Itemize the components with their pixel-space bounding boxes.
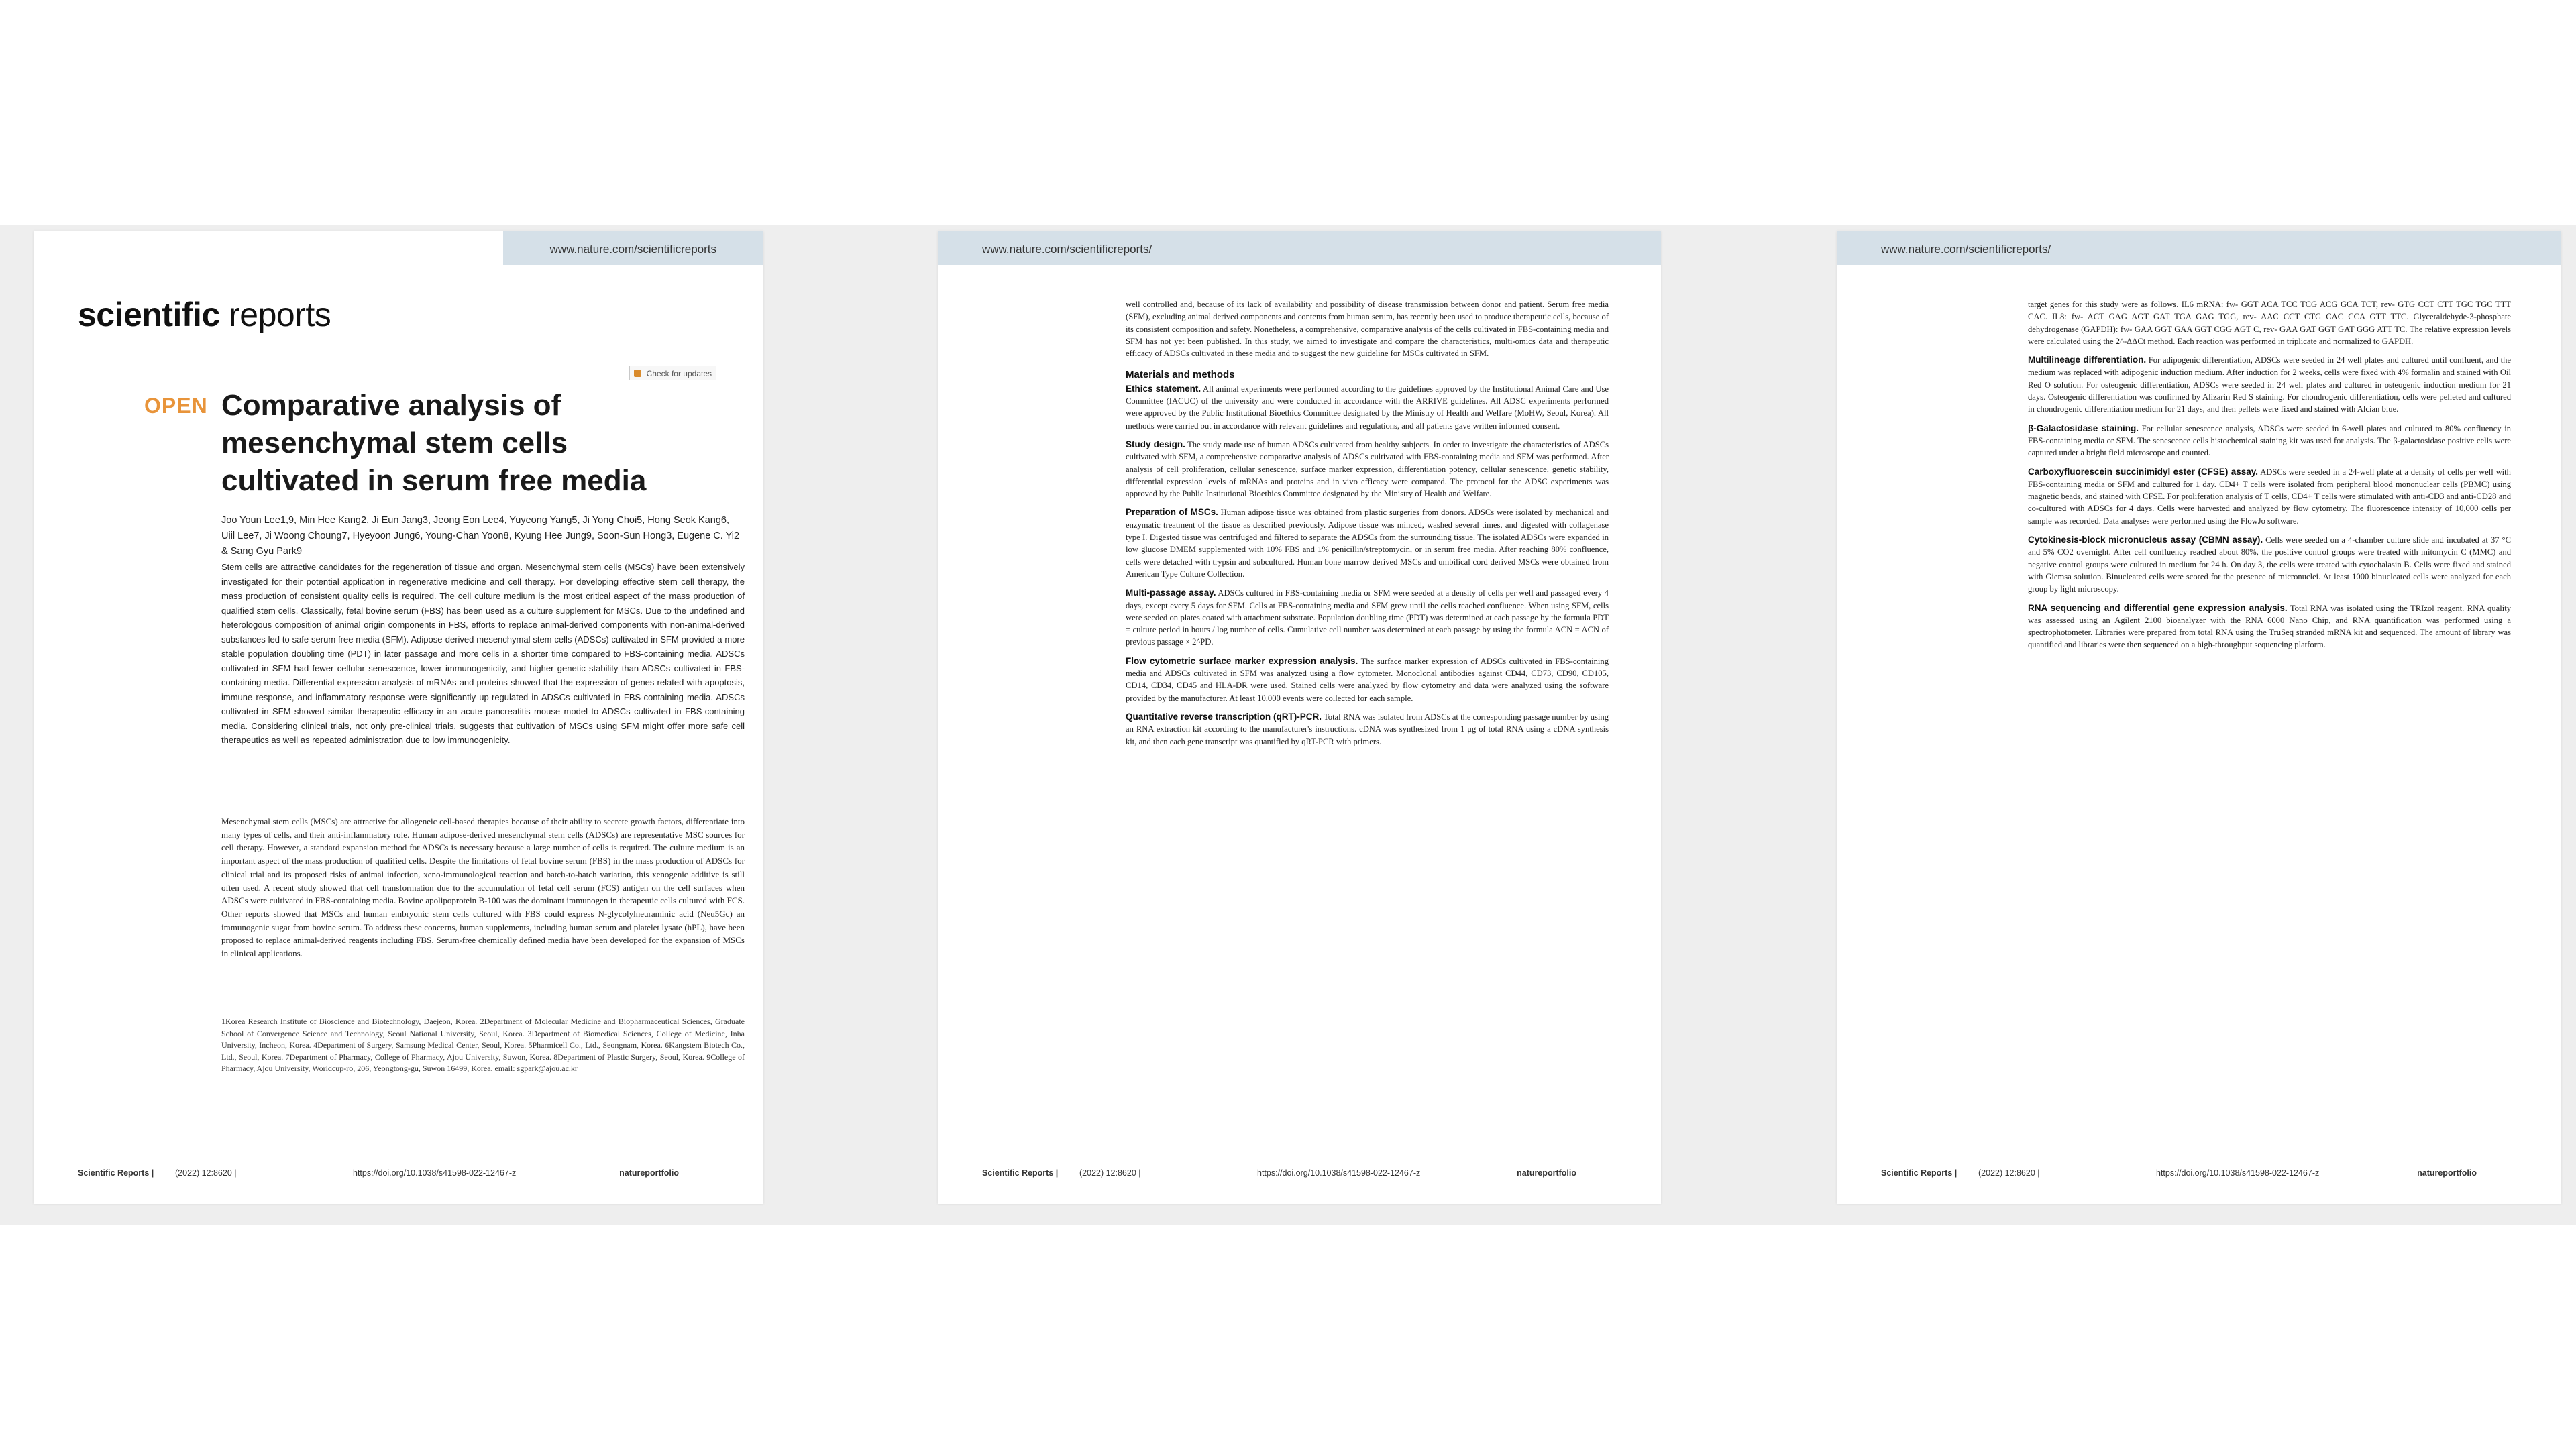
page-footer: [78, 1168, 719, 1182]
section-study-design: [1126, 439, 1609, 500]
header-url: www.nature.com/scientificreports: [549, 243, 716, 256]
footer-article-number: (2022) 12:8620 |: [1079, 1168, 1141, 1178]
primer-list: target genes for this study were as follows. IL6 mRNA: fw- GGT ACA TCC TCG ACG GCA TCT, rev- GTG CCT CTT TGC TGC TTT CAC. IL8: fw- ACT GAG AGT GAT TGA GAG TGG, rev- AAC CCT CTG CAC CCA GTT TTC. Glyceraldehyde-3-phosphate dehydrogenase (GAPDH): fw- GAA GGT GAA GGT CGG AGT C, rev- GAA GAT GGT GAT GGG ATT TC. The relative expression levels were calculated using the 2^-ΔΔCt method. Each reaction was performed in triplicate and normalized to GAPDH.: [2028, 300, 2511, 346]
passage-heading: Multi-passage assay.: [1126, 588, 1216, 598]
multilineage-heading: Multilineage differentiation.: [2028, 355, 2147, 366]
page-footer: [982, 1168, 1617, 1182]
footer-doi-link[interactable]: https://doi.org/10.1038/s41598-022-12467-z: [2156, 1168, 2320, 1178]
publisher-mark: natureportfolio: [1517, 1168, 1576, 1178]
cbmn-heading: Cytokinesis-block micronucleus assay (CBMN assay).: [2028, 535, 2263, 545]
study-text: The study made use of human ADSCs cultivated from healthy subjects. In order to investigate the characteristics of ADSCs cultivated with SFM, a comprehensive comparative analysis of ADSCs cultivated with FBS-containing media and SFM was performed. After analysis of cell proliferation, cellular senescence, surface marker expression, differentiation potency, cellular senescence, genetic stability, differential expression levels of mRNAs and proteins and in vivo efficacy were compared. The protocol for the ADSC experiments was approved by the Public Institutional Bioethics Committee designated by the Ministry of Health and Welfare.: [1126, 439, 1609, 499]
footer-doi-link[interactable]: https://doi.org/10.1038/s41598-022-12467-z: [1257, 1168, 1421, 1178]
logo-light: reports: [229, 296, 331, 333]
section-multilineage: [2028, 354, 2511, 415]
page-header-bar: [938, 231, 1661, 265]
multilineage-text: For adipogenic differentiation, ADSCs were seeded in 24 well plates and cultured until confluent, and the medium was replaced with adipogenic induction medium. After induction for 2 weeks, cells were fixed with 4% formalin and stained with Oil Red O solution. For osteogenic differentiation, ADSCs were seeded in 24 well plates and cultured in osteogenic induction medium for 21 days. Osteogenic differentiation was confirmed by Alizarin Red S staining. For chondrogenic differentiation, cells were pelleted and cultured in chondrogenic differentiation medium for 21 days, and then pellets were fixed and stained with Alcian blue.: [2028, 355, 2511, 414]
section-rnaseq: [2028, 602, 2511, 651]
intro-tail: well controlled and, because of its lack of availability and possibility of disease transmission between donor and patient. Serum free media (SFM), excluding animal derived components and contents from human serum, has recently been used to produce therapeutic cells, because of its consistent composition and safety. Nonetheless, a comprehensive, comparative analysis of the cells cultivated in FBS-containing media and SFM has not yet been published. In this study, we aimed to investigate and compare the characteristics, multi-omics data and therapeutic efficacy of ADSCs cultivated in these media and to suggest the new guideline for MSCs cultivated in SFM.: [1126, 300, 1609, 359]
introduction-text: Mesenchymal stem cells (MSCs) are attractive for allogeneic cell-based therapies because of their ability to secrete growth factors, differentiate into many types of cells, and their anti-inflammatory role. Human adipose-derived mesenchymal stem cells (ADSCs) are representative MSC sources for cell therapy. However, a standard expansion method for ADSCs is necessary because a large number of cells is required. The culture medium is an important aspect of the mass production of qualified cells. Despite the limitations of fetal bovine serum (FBS) in the mass production of ADSCs for clinical trial and its proposed risks of animal infection, xeno-immunological reaction and batch-to-batch variation, this xenogenic additive is still often used. A recent study showed that cell transformation due to the accumulation of fetal cell serum (FCS) antigen on the cell surfaces when ADSCs were cultivated in FBS-containing media. Bovine apolipoprotein B-100 was the dominant immunogen in therapeutic cells cultured with FCS. Other reports showed that MSCs and human embryonic stem cells cultured with FBS could express N-glycolylneuraminic acid (Neu5Gc) an immunogenic sugar from bovine serum. To address these concerns, human supplements, including human serum and platelet lysate (hPL), have been proposed to replace animal-derived reagents including FBS. Serum-free chemically defined media have been developed for the expansion of MSCs in clinical applications.: [221, 816, 745, 959]
page-2-column: [1126, 298, 1609, 755]
section-qrt-pcr: [1126, 711, 1609, 748]
check-for-updates-badge[interactable]: [629, 366, 716, 380]
paper-page-1[interactable]: [34, 231, 763, 1204]
footer-article-number: (2022) 12:8620 |: [175, 1168, 237, 1178]
qrt-text: Total RNA was isolated from ADSCs at the corresponding passage number by using an RNA extraction kit according to the manufacturer's instructions. cDNA was synthesized from 1 μg of total RNA using a cDNA synthesis kit, and then each gene transcript was quantified by qRT-PCR with primers.: [1126, 712, 1609, 746]
update-icon: [634, 370, 641, 377]
footer-journal: Scientific Reports |: [982, 1168, 1059, 1178]
article-title: Comparative analysis of mesenchymal stem cells cultivated in serum free media: [221, 389, 647, 497]
passage-text: ADSCs cultured in FBS-containing media or SFM were seeded at a density of cells per well and passaged every 4 days, except every 5 days for SFM. Cells at FBS-containing media and SFM grew until the cells reached confluence. When using SFM, cells were seeded on plates coated with attachment substrate. Population doubling time (PDT) was determined at each passage by the formula PDT = culture period in hours / log number of cells. Cumulative cell number was determined at each passage by using the formula ACN = ACN of previous passage × 2^PD.: [1126, 588, 1609, 647]
section-preparation: [1126, 506, 1609, 580]
page-header-bar: [1837, 231, 2561, 265]
cbmn-text: Cells were seeded on a 4-chamber culture slide and incubated at 37 °C and 5% CO2 overnight. After cell confluency reached about 80%, the positive control groups were treated with mitomycin C (MMC) and negative control groups were cultured in medium for 24 h. On day 3, the cells were treated with cytochalasin B. Cells were fixed and stained with Giemsa solution. Binucleated cells were scored for the presence of micronuclei. At least 1000 binucleated cells were analyzed for each group by light microscopy.: [2028, 535, 2511, 594]
logo-bold: scientific: [78, 296, 220, 333]
prep-heading: Preparation of MSCs.: [1126, 507, 1218, 518]
page-3-column: [2028, 298, 2511, 658]
cfse-heading: Carboxyfluorescein succinimidyl ester (CFSE) assay.: [2028, 466, 2259, 477]
methods-heading: Materials and methods: [1126, 369, 1235, 381]
study-heading: Study design.: [1126, 439, 1185, 449]
footer-doi-link[interactable]: https://doi.org/10.1038/s41598-022-12467-z: [353, 1168, 517, 1178]
affiliations: 1Korea Research Institute of Bioscience and Biotechnology, Daejeon, Korea. 2Department of Molecular Medicine and Biopharmaceutical Sciences, Graduate School of Convergence Science and Technology, Seoul National University, Seoul, Korea. 3Department of Biomedical Sciences, College of Medicine, Inha University, Incheon, Korea. 4Department of Surgery, Samsung Medical Center, Seoul, Korea. 5Pharmicell Co., Ltd., Seongnam, Korea. 6Kangstem Biotech Co., Ltd., Seoul, Korea. 7Department of Pharmacy, College of Pharmacy, Ajou University, Suwon, Korea. 8Department of Plastic Surgery, Seoul, Korea. 9College of Pharmacy, Ajou University, Worldcup-ro, 206, Yeongtong-gu, Suwon 16499, Korea. email: sgpark@ajou.ac.kr: [221, 1017, 745, 1074]
paper-page-2[interactable]: [938, 231, 1661, 1204]
author-list: Joo Youn Lee1,9, Min Hee Kang2, Ji Eun Jang3, Jeong Eon Lee4, Yuyeong Yang5, Ji Yong Choi5, Hong Seok Kang6, Uiil Lee7, Ji Woong Choung7, Hyeyoon Jung6, Young-Chan Yoon8, Kyung Hee Jung9, Soon-Sun Hong3, Eugene C. Yi2 & Sang Gyu Park9: [221, 515, 740, 557]
prep-text: Human adipose tissue was obtained from plastic surgeries from donors. ADSCs were isolated by mechanical and enzymatic treatment of the tissue as described previously. Adipose tissue was minced, washed several times, and digested with collagenase type I. Digested tissue was centrifuged and filtered to separate the ADSCs from the surrounding tissue. The isolated ADSCs were expanded in low glucose DMEM supplemented with 10% FBS and 1% penicillin/streptomycin, or in serum free media. After reaching 80% confluence, cells were detached with trypsin and subcultured. Human bone marrow derived MSCs and umbilical cord derived MSCs were obtained from American Type Culture Collection.: [1126, 508, 1609, 579]
ethics-text: All animal experiments were performed according to the guidelines approved by the Institutional Animal Care and Use Committee (IACUC) of the university and were conducted in accordance with the ARRIVE guidelines. All ADSC experiments performed were approved by the Public Institutional Bioethics Committee designated by the Ministry of Health and Welfare (MoHW, Seoul, Korea). All methods were carried out in accordance with relevant guidelines and regulations, and all patients gave written informed consent.: [1126, 384, 1609, 431]
flow-heading: Flow cytometric surface marker expression analysis.: [1126, 655, 1358, 666]
open-access-label: OPEN: [144, 394, 208, 418]
check-updates-label: Check for updates: [646, 369, 712, 378]
header-url: www.nature.com/scientificreports/: [1881, 243, 2051, 256]
journal-logo: [78, 295, 331, 334]
ethics-heading: Ethics statement.: [1126, 383, 1201, 394]
page-header-bar: [503, 231, 763, 265]
rnaseq-heading: RNA sequencing and differential gene expression analysis.: [2028, 602, 2288, 613]
section-galactosidase: [2028, 423, 2511, 459]
footer-journal: Scientific Reports |: [1881, 1168, 1957, 1178]
paper-page-3[interactable]: [1837, 231, 2561, 1204]
abstract: Stem cells are attractive candidates for the regeneration of tissue and organ. Mesenchymal stem cells (MSCs) have been extensively investigated for their potential application in regenerative medicine and cell therapy. For developing effective stem cell therapy, the mass production of consistent quality cells is required. The cell culture medium is the most critical aspect of the mass production of qualified stem cells. Classically, fetal bovine serum (FBS) has been used as a culture supplement for MSCs. Due to the undefined and heterologous composition of animal origin components in FBS, efforts to replace animal-derived components with non-animal-derived substances led to safe serum free media (SFM). Adipose-derived mesenchymal stem cells (ADSCs) cultivated in SFM provided a more stable population doubling time (PDT) in later passage and more cells in a shorter time compared to FBS-containing media. ADSCs cultivated in SFM had fewer cellular senescence, lower immunogenicity, and higher genetic stability than ADSCs cultivated in FBS-containing media. Differential expression analysis of mRNAs and proteins showed that the expression of genes related with apoptosis, immune response, and inflammatory response were significantly up-regulated in ADSCs cultivated in FBS-containing media. ADSCs cultivated in SFM showed similar therapeutic efficacy in an acute pancreatitis mouse model to ADSCs cultivated in FBS-containing media. Considering clinical trials, not only pre-clinical trials, suggests that cultivation of MSCs using SFM might offer more safe cell therapeutics as well as repeated administration due to low immunogenicity.: [221, 562, 745, 745]
section-ethics: [1126, 383, 1609, 432]
footer-article-number: (2022) 12:8620 |: [1978, 1168, 2040, 1178]
publisher-mark: natureportfolio: [619, 1168, 679, 1178]
cfse-text: ADSCs were seeded in a 24-well plate at a density of cells per well with FBS-containing media or SFM and cultured for 1 day. CD4+ T cells were isolated from peripheral blood mononuclear cells (PBMC) using magnetic beads, and stained with CFSE. For proliferation analysis of T cells, CD4+ T cells were stimulated with anti-CD3 and anti-CD28 and co-cultured with ADSCs for 4 days. Cells were harvested and analyzed by flow cytometry. The fluorescence intensity of 10,000 cells per sample was recorded. Data analyses were performed using the FlowJo software.: [2028, 467, 2511, 526]
qrt-heading: Quantitative reverse transcription (qRT)-PCR.: [1126, 711, 1322, 722]
section-flow-cytometry: [1126, 655, 1609, 704]
galactosidase-text: For cellular senescence analysis, ADSCs were seeded in 6-well plates and cultured to 80% confluency in FBS-containing media or SFM. The senescence cells histochemical staining kit was used for analysis. The β-galactosidase positive cells were captured under a bright field microscope and counted.: [2028, 423, 2511, 458]
page-footer: [1881, 1168, 2517, 1182]
section-multi-passage: [1126, 587, 1609, 648]
flow-text: The surface marker expression of ADSCs cultivated in FBS-containing media and ADSCs cultivated in SFM was analyzed using a flow cytometer. Monoclonal antibodies against CD44, CD73, CD90, CD105, CD14, CD34, CD45 and HLA-DR were used. Stained cells were analyzed by flow cytometry and data were analyzed using the software provided by the manufacturer. At least 10,000 events were collected for each sample.: [1126, 656, 1609, 703]
section-cbmn: [2028, 534, 2511, 595]
galactosidase-heading: β-Galactosidase staining.: [2028, 423, 2139, 433]
header-url: www.nature.com/scientificreports/: [982, 243, 1152, 256]
publisher-mark: natureportfolio: [2417, 1168, 2477, 1178]
rnaseq-text: Total RNA was isolated using the TRIzol reagent. RNA quality was assessed using an Agilent 2100 bioanalyzer with the RNA 6000 Nano Chip, and RNA quantification was performed using a spectrophotometer. Libraries were prepared from total RNA using the TruSeq stranded mRNA kit and sequenced. The amount of library was quantified and libraries were then sequenced on a high-throughput sequencing platform.: [2028, 603, 2512, 650]
footer-journal: Scientific Reports |: [78, 1168, 154, 1178]
section-cfse: [2028, 466, 2511, 527]
